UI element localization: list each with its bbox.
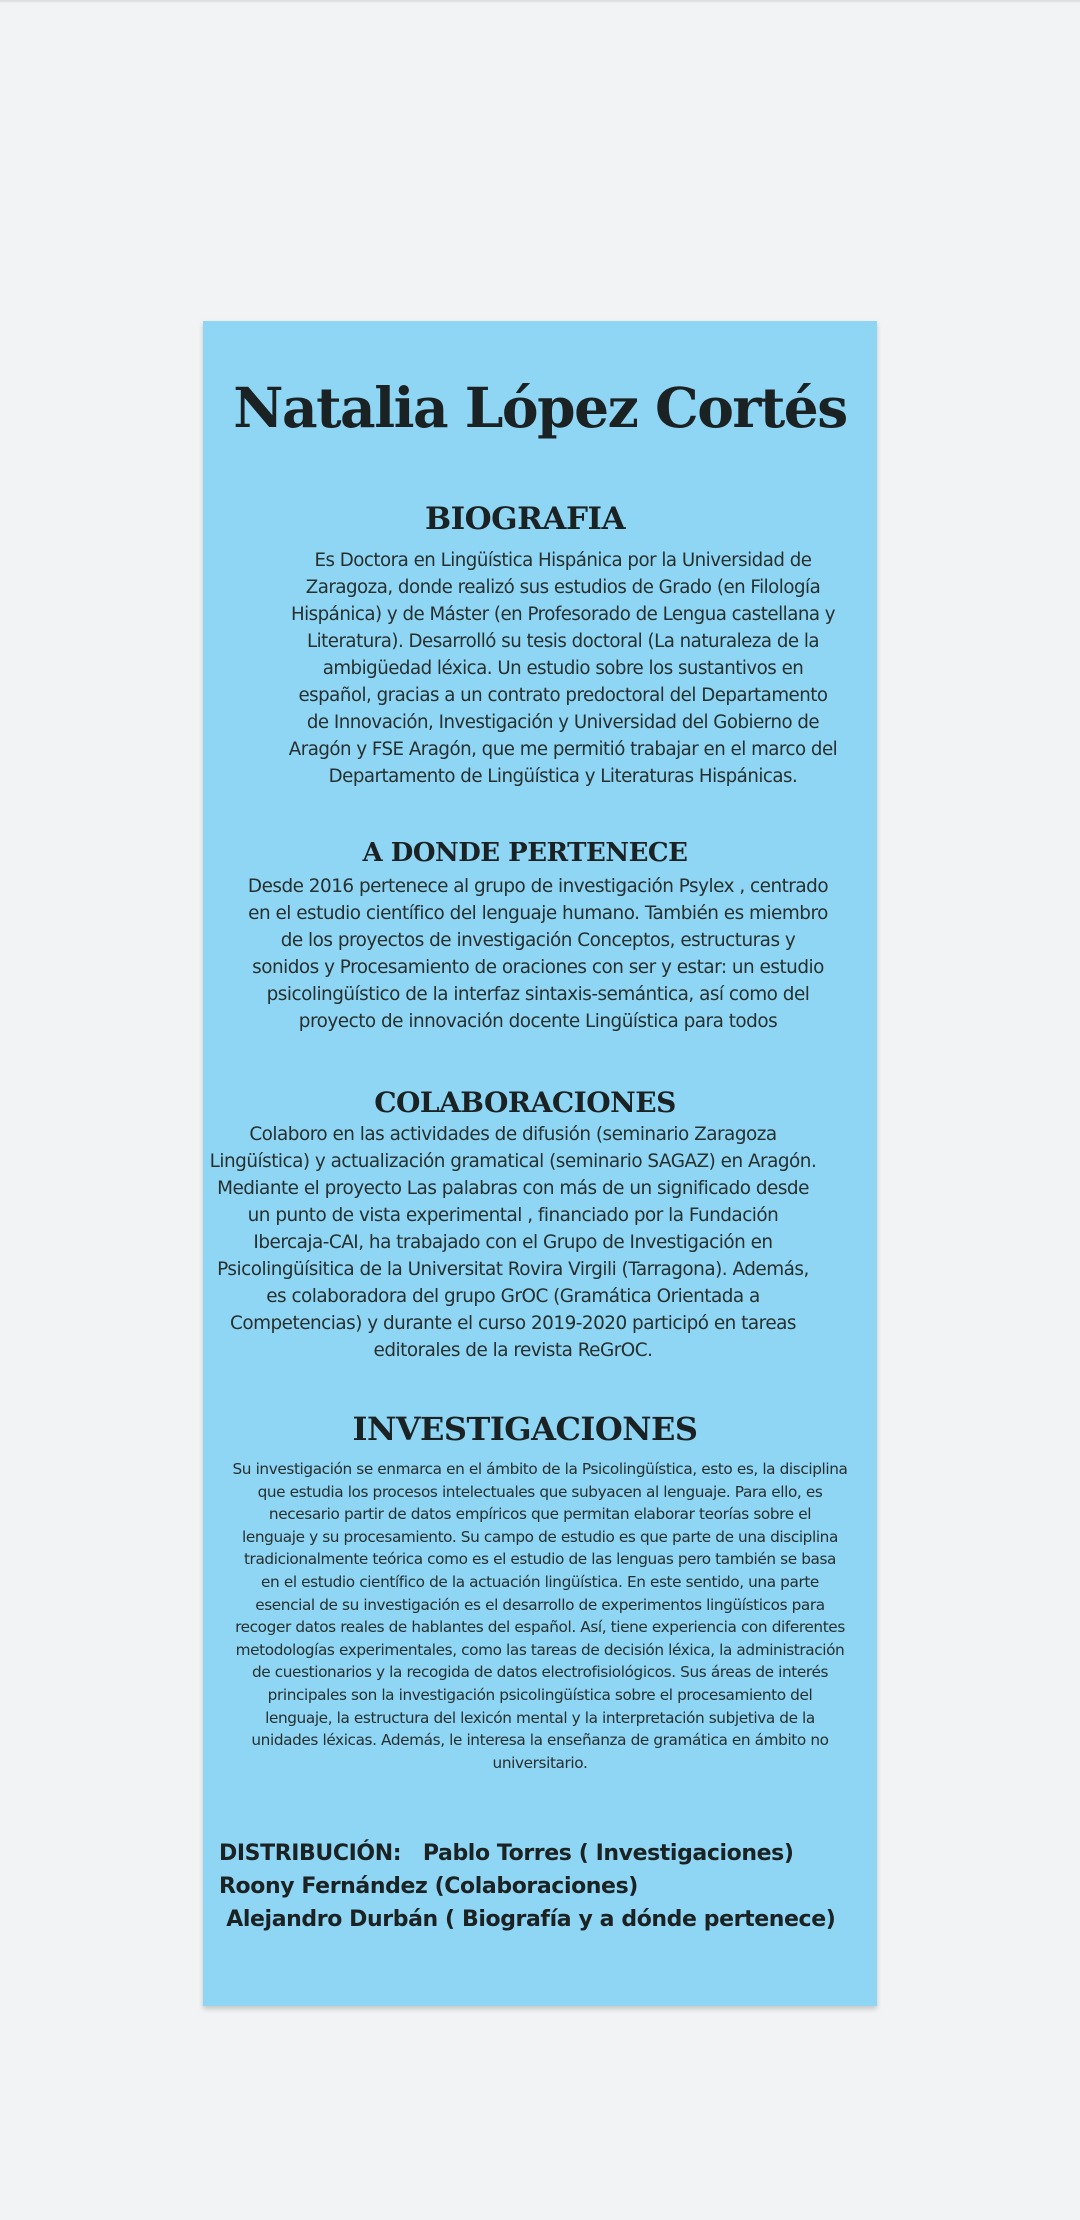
investigaciones-text: Su investigación se enmarca en el ámbito de la Psicolingüística, esto es, la disciplina que estudia los procesos intelectuales que subyacen al lenguaje. Para ello, es necesario partir de datos empíricos que permitan elaborar teorías sobre el lenguaje y su procesamiento. Su campo de estudio es que parte de una disciplina tradicionalmente teórica como es el estudio de las lenguas pero también se basa en el estudio científico de la actuación lingüística. En este sentido, una parte esencial de su investigación es el desarrollo de experimentos lingüísticos para recoger datos reales de hablantes del español. Así, tiene experiencia con diferentes metodologías experimentales, como las tareas de decisión léxica, la administración de cuestionarios y la recogida de datos electrofisiológicos. Sus áreas de interés principales son la investigación psicolingüística sobre el procesamiento del lenguaje, la estructura del lexicón mental y la interpretación subjetiva de la unidades léxicas. Además, le interesa la enseñanza de gramática en ámbito no universitario.: [232, 1460, 848, 1772]
top-edge-shadow: [0, 0, 1080, 3]
poster-card: [203, 321, 877, 2006]
pertenece-text: Desde 2016 pertenece al grupo de investigación Psylex , centrado en el estudio científico del lenguaje humano. También es miembro de los proyectos de investigación Conceptos, estructuras y sonidos y Procesamiento de oraciones con ser y estar: un estudio psicolingüístico de la interfaz sintaxis-semántica, así como del proyecto de innovación docente Lingüística para todos: [247, 876, 829, 1032]
investigaciones-heading: INVESTIGACIONES: [352, 1410, 698, 1448]
biografia-heading: BIOGRAFIA: [424, 501, 626, 537]
distribucion-line-2: Roony Fernández (Colaboraciones): [219, 1874, 638, 1899]
biografia-text: Es Doctora en Lingüística Hispánica por la Universidad de Zaragoza, donde realizó sus estudios de Grado (en Filología Hispánica) y de Máster (en Profesorado de Lengua castellana y Literatura). Desarrolló su tesis doctoral (La naturaleza de la ambigüedad léxica. Un estudio sobre los sustantivos en español, gracias a un contrato predoctoral del Departamento de Innovación, Investigación y Universidad del Gobierno de Aragón y FSE Aragón, que me permitió trabajar en el marco del Departamento de Lingüística y Literaturas Hispánicas.: [288, 550, 838, 787]
distribucion-line-1: DISTRIBUCIÓN: Pablo Torres ( Investigaciones): [219, 1841, 794, 1866]
distribucion-line-3: Alejandro Durbán ( Biografía y a dónde pertenece): [219, 1907, 836, 1932]
poster-title: Natalia López Cortés: [233, 375, 847, 440]
colaboraciones-text: Colaboro en las actividades de difusión (seminario Zaragoza Lingüística) y actualización gramatical (seminario SAGAZ) en Aragón. Mediante el proyecto Las palabras con más de un significado desde un punto de vista experimental , financiado por la Fundación Ibercaja-CAI, ha trabajado con el Grupo de Investigación en Psicolingüísitica de la Universitat Rovira Virgili (Tarragona). Además, es colaboradora del grupo GrOC (Gramática Orientada a Competencias) y durante el curso 2019-2020 participó en tareas editorales de la revista ReGrOC.: [209, 1124, 817, 1361]
colaboraciones-heading: COLABORACIONES: [374, 1086, 676, 1119]
pertenece-heading: A DONDE PERTENECE: [362, 838, 688, 868]
distribucion-block: [219, 1837, 869, 1936]
